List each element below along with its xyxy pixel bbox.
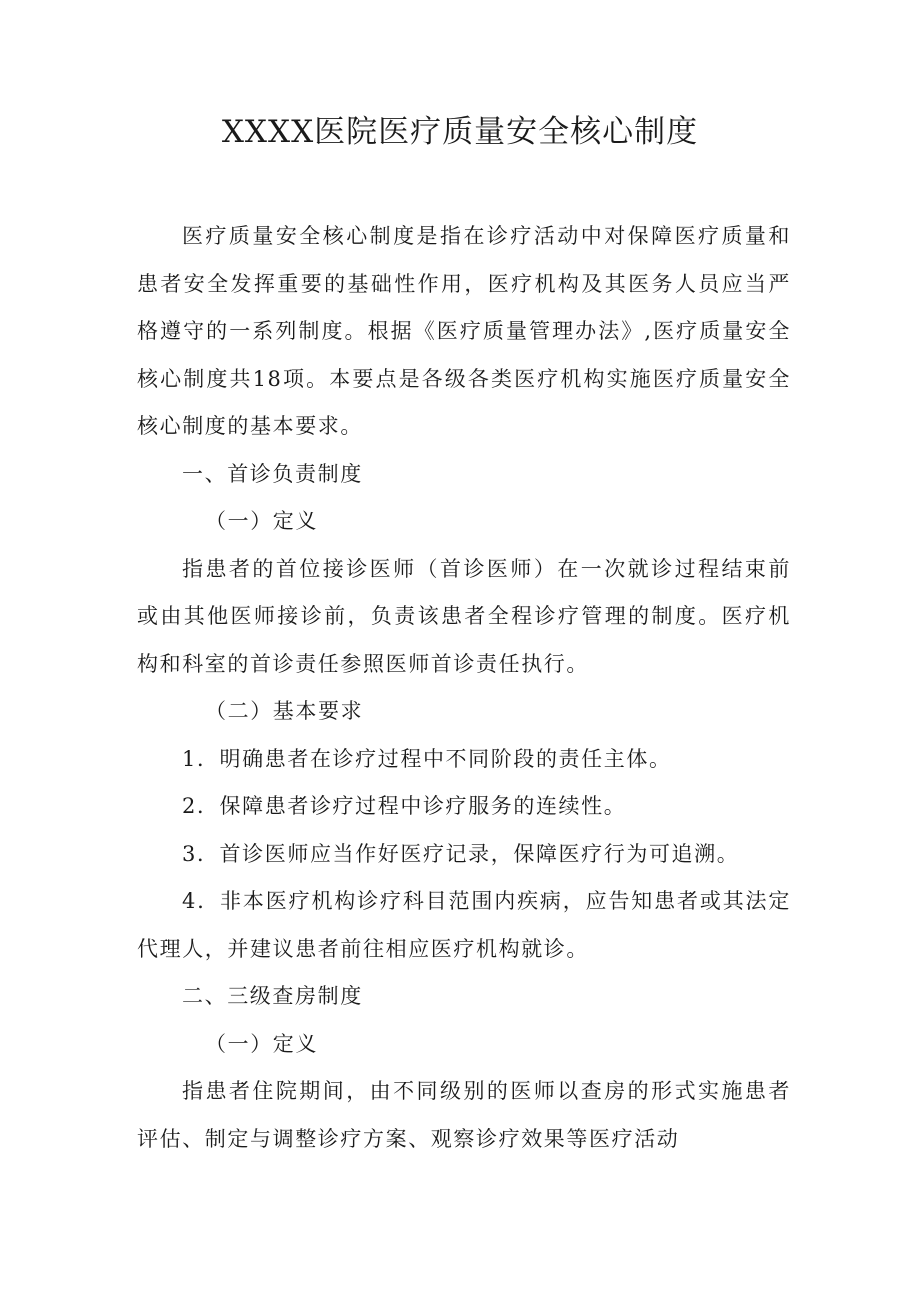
section-heading-1: 一、首诊负责制度	[182, 461, 363, 486]
subsection-heading-requirements: （二）基本要求	[205, 699, 364, 723]
requirement-item-4: 4．非本医疗机构诊疗科目范围内疾病，应告知患者或其法定代理人，并建议患者前往相应医疗机构就诊。	[137, 889, 791, 961]
definition-paragraph: 指患者的首位接诊医师（首诊医师）在一次就诊过程结束前或由其他医师接诊前，负责该患者全程诊疗管理的制度。医疗机构和科室的首诊责任参照医师首诊责任执行。	[137, 556, 791, 676]
document-body	[137, 213, 791, 1163]
document-title: XXXX医院医疗质量安全核心制度	[221, 114, 699, 150]
requirement-item-3: 3．首诊医师应当作好医疗记录，保障医疗行为可追溯。	[182, 841, 740, 866]
intro-paragraph: 医疗质量安全核心制度是指在诊疗活动中对保障医疗质量和患者安全发挥重要的基础性作用，医疗机构及其医务人员应当严格遵守的一系列制度。根据《医疗质量管理办法》,医疗质量安全核心制度共18项。本要点是各级各类医疗机构实施医疗质量安全核心制度的基本要求。	[137, 224, 791, 438]
subsection-heading-definition-2: （一）定义	[205, 1031, 318, 1056]
subsection-heading-definition: （一）定义	[205, 509, 318, 533]
requirement-item-2: 2．保障患者诊疗过程中诊疗服务的连续性。	[182, 794, 627, 818]
section-heading-2: 二、三级查房制度	[182, 984, 363, 1008]
definition-paragraph-2: 指患者住院期间，由不同级别的医师以查房的形式实施患者评估、制定与调整诊疗方案、观察诊疗效果等医疗活动	[137, 1079, 791, 1151]
requirement-item-1: 1．明确患者在诊疗过程中不同阶段的责任主体。	[182, 746, 672, 771]
